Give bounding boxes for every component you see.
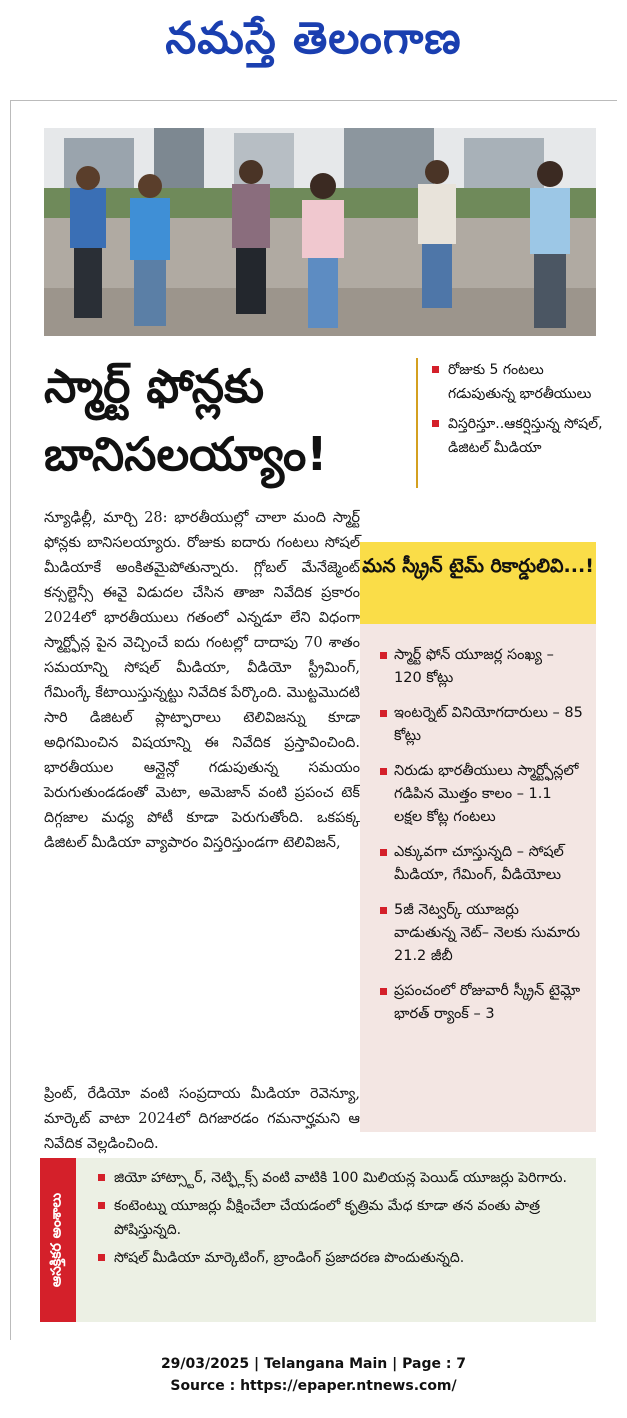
photo-illustration (44, 128, 596, 336)
bullet-icon (380, 652, 387, 659)
interesting-facts-box (40, 1158, 596, 1322)
headline-line-2: బానిసలయ్యాం! (44, 427, 328, 481)
highlight-text: విస్తరిస్తూ..ఆకర్షిస్తున్న సోషల్, డిజిటల్ మీడియా (448, 416, 603, 456)
highlights-list (430, 358, 610, 466)
stat-item (372, 760, 584, 829)
highlight-text: రోజుకు 5 గంటలు గడుపుతున్న భారతీయులు (448, 362, 592, 402)
highlight-item (430, 358, 610, 406)
stat-text: నిరుడు భారతీయులు స్మార్ట్ఫోన్లలో గడిపిన మొత్తం కాలం – 1.1 లక్షల కోట్ల గంటలు (394, 763, 579, 825)
highlight-item (430, 412, 610, 460)
masthead (0, 0, 627, 78)
bullet-icon (380, 849, 387, 856)
fact-text: జియో హాట్స్టార్, నెట్ఫ్లిక్స్ వంటి వాటికి 100 మిలియన్ల పెయిడ్ యూజర్లు పెరిగారు. (114, 1170, 567, 1186)
stat-text: ప్రపంచంలో రోజువారీ స్క్రీన్ టైమ్లో భారత్ ర్యాంక్ – 3 (394, 983, 581, 1022)
fact-item (96, 1246, 586, 1270)
stats-box-title: మన స్క్రీన్ టైమ్ రికార్డులివి...! (360, 542, 596, 624)
bullet-icon (432, 420, 439, 427)
newspaper-name: నమస్తే తెలంగాణ (165, 13, 462, 64)
stat-item (372, 980, 584, 1026)
bullet-icon (98, 1202, 105, 1209)
fact-text: కంటెంట్ను యూజర్లు వీక్షించేలా చేయడంలో కృత్రిమ మేధ కూడా తన వంతు పాత్ర పోషిస్తున్నది. (114, 1198, 541, 1238)
fact-item (96, 1194, 586, 1242)
person-1 (70, 166, 106, 318)
bullet-icon (98, 1174, 105, 1181)
bullet-icon (380, 710, 387, 717)
footer-date-page: 29/03/2025 | Telangana Main | Page : 7 (160, 1356, 467, 1372)
stat-item (372, 899, 584, 968)
stat-text: ఎక్కువగా చూస్తున్నది – సోషల్ మీడియా, గేమింగ్, వీడియోలు (394, 844, 564, 883)
facts-list (96, 1166, 586, 1274)
bullet-icon (432, 366, 439, 373)
headline (44, 352, 414, 488)
bullet-icon (380, 988, 387, 995)
stat-item (372, 841, 584, 887)
bullet-icon (380, 768, 387, 775)
students-photo (44, 128, 596, 336)
article-paragraph-a: న్యూఢిల్లీ, మార్చి 28: భారతీయుల్లో చాలా మంది స్మార్ట్ ఫోన్లకు బానిసలయ్యారు. రోజుకు ఐదారు గంటలు సోషల్ మీడియాకే అంకితమైపోతున్నారు. గ్లోబల్ మేనేజ్మెంట్ కన్సల్టెన్సీ ఈవై విడుదల చేసిన తాజా నివేదిక ప్రకారం 2024లో భారతీయులు గతంలో ఎన్నడూ లేని విధంగా స్మార్ట్ఫోన్ల పైన వెచ్చించే ఐదు గంటల్లో దాదాపు 70 శాతం సమయాన్ని సోషల్ మీడియా, వీడియో స్ట్రీమింగ్, గేమింగ్కే కేటాయిస్తున్నట్టు నివేదిక పేర్కొంది. మొట్టమొదటి సారి డిజిటల్ ప్లాట్ఫారాలు టెలివిజన్ను కూడా అధిగమించిన విషయాన్ని ఈ నివేదిక ప్రస్తావించింది. భారతీయుల ఆన్లైన్లో గడుపుతున్న సమయం పెరుగుతుండడంతో మెటా, అమెజాన్ వంటి ప్రపంచ టెక్ దిగ్గజాల మధ్య పోటీ కూడా పెరుగుతోంది. ఒకపక్క డిజిటల్ మీడియా వ్యాపారం విస్తరిస్తుండగా టెలివిజన్, (44, 510, 360, 851)
stats-box (360, 624, 596, 1132)
fact-item (96, 1166, 586, 1190)
top-rule (10, 100, 617, 101)
facts-label: ఆసక్తికర అంశాలు (48, 1192, 65, 1288)
footer-source-link[interactable]: Source : https://epaper.ntnews.com/ (170, 1378, 457, 1394)
stat-item (372, 702, 584, 748)
highlights-divider (416, 358, 418, 488)
article-paragraph-b: ప్రింట్, రేడియో వంటి సంప్రదాయ మీడియా రెవెన్యూ, మార్కెట్ వాటా 2024లో దిగజారడం గమనార్హమని ఆ నివేదిక వెల్లడించింది. (44, 1086, 360, 1152)
bullet-icon (380, 907, 387, 914)
stat-text: ఇంటర్నెట్ వినియోగదారులు – 85 కోట్లు (394, 705, 583, 744)
stat-item (372, 644, 584, 690)
fact-text: సోషల్ మీడియా మార్కెటింగ్, బ్రాండింగ్ ప్రజాదరణ పొందుతున్నది. (114, 1250, 465, 1266)
bullet-icon (98, 1254, 105, 1261)
facts-label-strip (40, 1158, 76, 1322)
stat-text: 5జీ నెట్వర్క్ యూజర్లు వాడుతున్న నెట్– నెలకు సుమారు 21.2 జీబీ (394, 902, 581, 964)
headline-line-1: స్మార్ట్ ఫోన్లకు (44, 359, 265, 413)
stat-text: స్మార్ట్ ఫోన్ యూజర్ల సంఖ్య – 120 కోట్లు (394, 647, 554, 686)
left-rule (10, 100, 11, 1340)
